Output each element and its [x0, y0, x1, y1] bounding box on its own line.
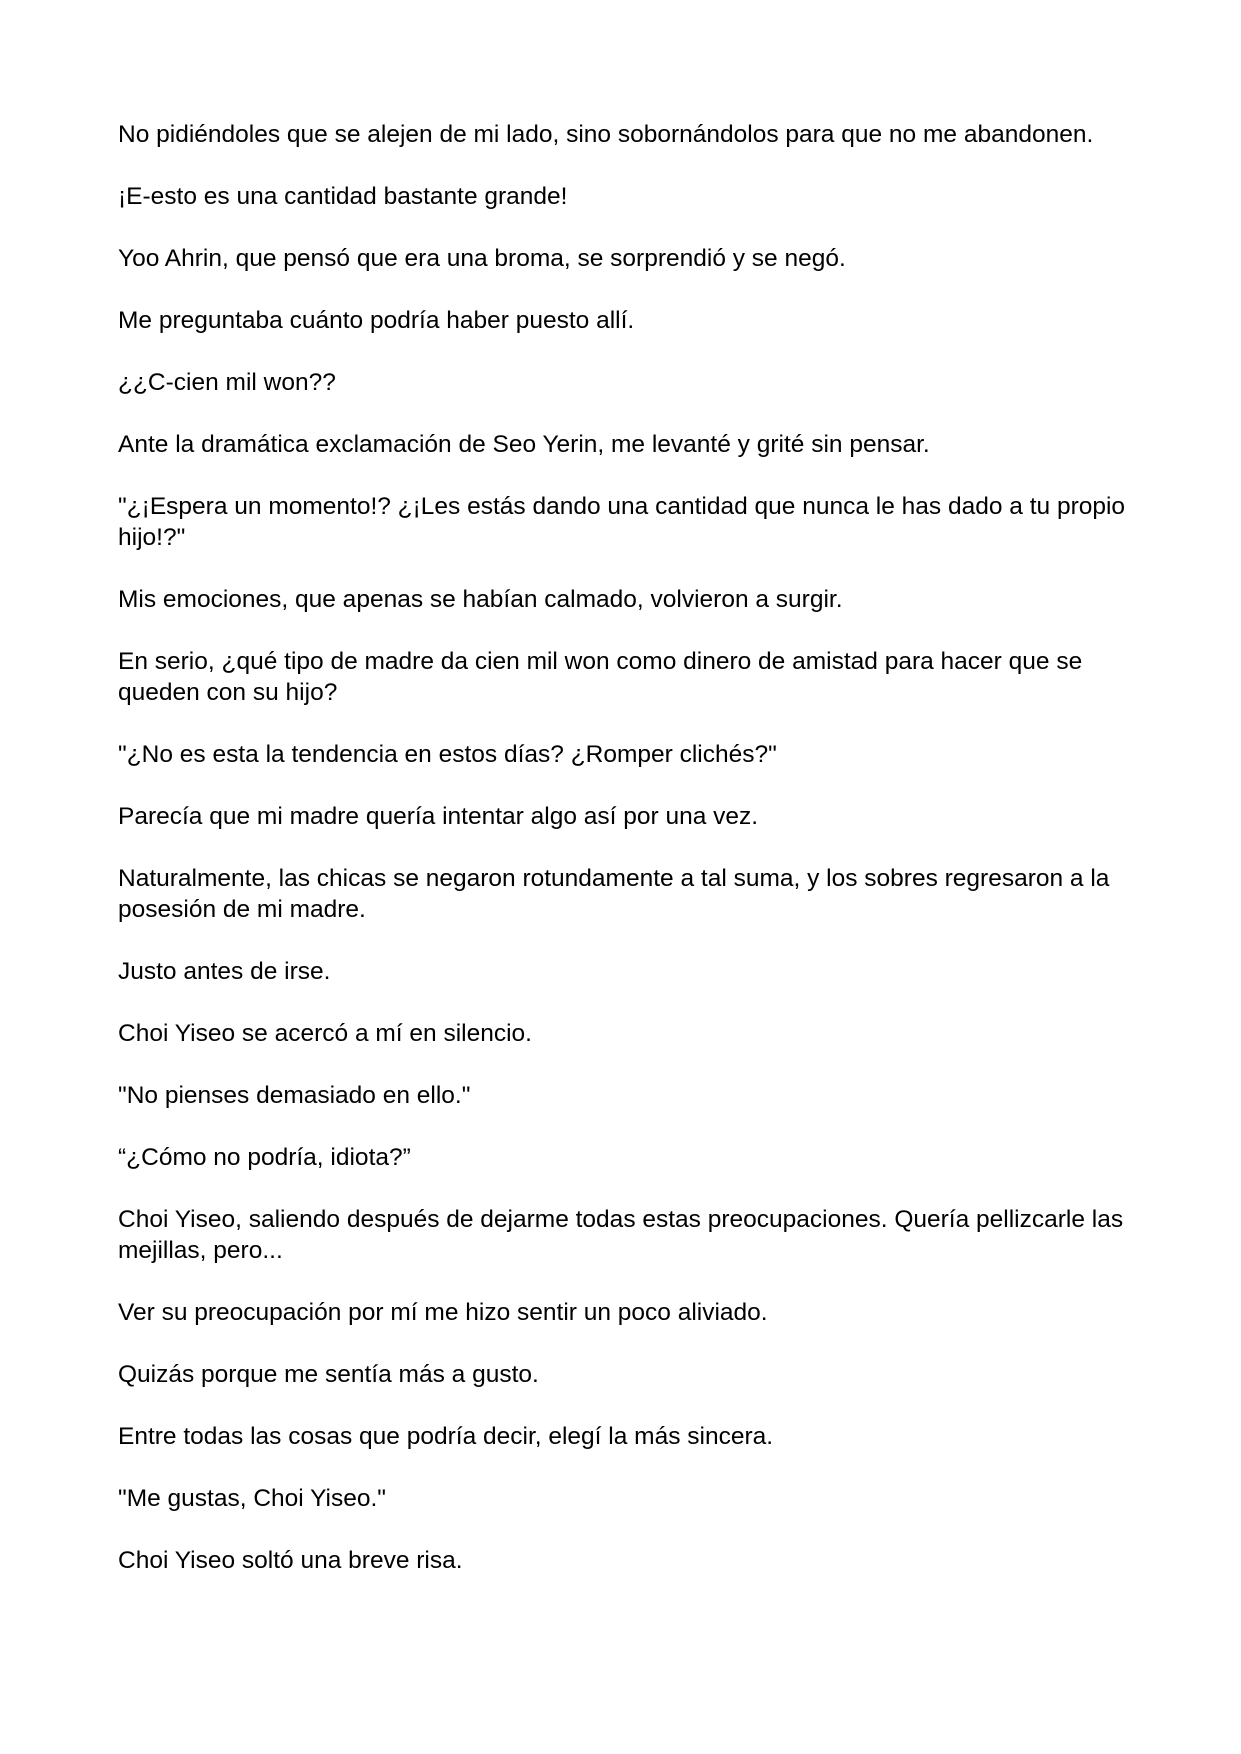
paragraph: Entre todas las cosas que podría decir, elegí la más sincera. — [118, 1423, 774, 1450]
paragraph: Mis emociones, que apenas se habían calmado, volvieron a surgir. — [118, 586, 843, 613]
paragraph: ¡E-esto es una cantidad bastante grande! — [118, 183, 568, 210]
paragraph: Yoo Ahrin, que pensó que era una broma, se sorprendió y se negó. — [118, 245, 846, 272]
paragraph: Choi Yiseo se acercó a mí en silencio. — [118, 1020, 532, 1047]
paragraph: Choi Yiseo, saliendo después de dejarme todas estas preocupaciones. Quería pellizcarle las mejillas, pero... — [118, 1206, 1124, 1264]
paragraph: En serio, ¿qué tipo de madre da cien mil won como dinero de amistad para hacer que se queden con su hijo? — [118, 648, 1083, 706]
paragraph: Me preguntaba cuánto podría haber puesto allí. — [118, 307, 635, 334]
paragraph: "No pienses demasiado en ello." — [118, 1082, 471, 1109]
paragraph: Ante la dramática exclamación de Seo Yerin, me levanté y grité sin pensar. — [118, 431, 930, 458]
paragraph: Ver su preocupación por mí me hizo sentir un poco aliviado. — [118, 1299, 768, 1326]
paragraph: “¿Cómo no podría, idiota?” — [118, 1144, 411, 1171]
paragraph: Choi Yiseo soltó una breve risa. — [118, 1547, 463, 1574]
document-body — [118, 119, 1128, 1607]
paragraph: Parecía que mi madre quería intentar algo así por una vez. — [118, 803, 759, 830]
paragraph: "¿¡Espera un momento!? ¿¡Les estás dando una cantidad que nunca le has dado a tu propio hijo!?" — [118, 493, 1126, 551]
paragraph: Naturalmente, las chicas se negaron rotundamente a tal suma, y los sobres regresaron a la posesión de mi madre. — [118, 865, 1110, 923]
paragraph: "Me gustas, Choi Yiseo." — [118, 1485, 386, 1512]
paragraph: No pidiéndoles que se alejen de mi lado, sino sobornándolos para que no me abandonen. — [118, 121, 1094, 148]
paragraph: Justo antes de irse. — [118, 958, 331, 985]
paragraph: Quizás porque me sentía más a gusto. — [118, 1361, 539, 1388]
paragraph: ¿¿C-cien mil won?? — [118, 369, 336, 396]
paragraph: "¿No es esta la tendencia en estos días? ¿Romper clichés?" — [118, 741, 777, 768]
